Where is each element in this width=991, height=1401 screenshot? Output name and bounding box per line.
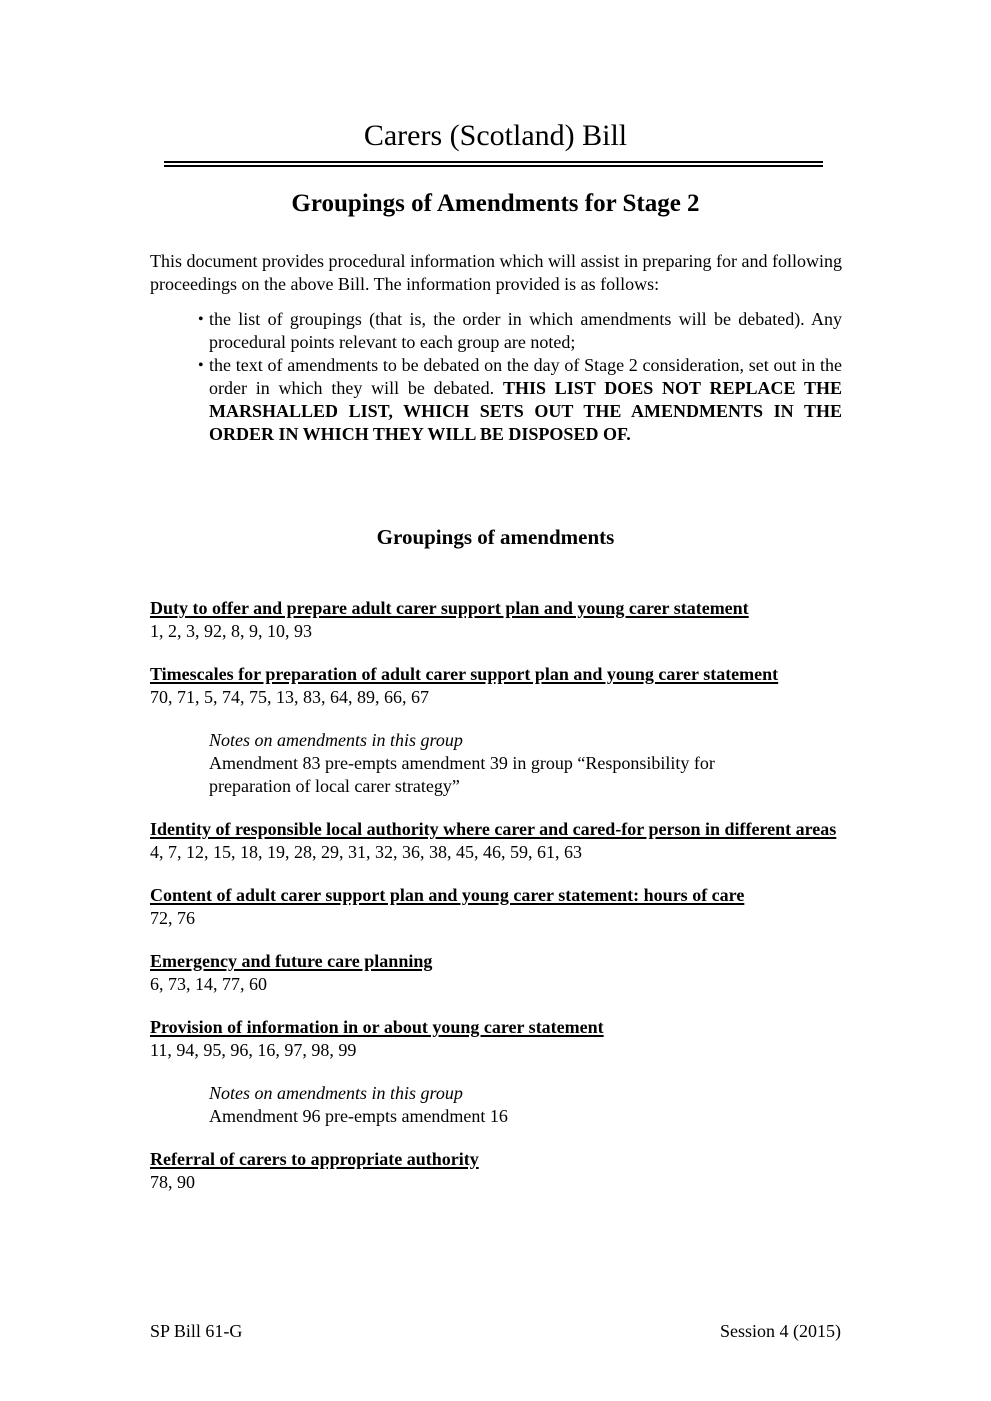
bullet-text: the text of amendments to be debated on the day of Stage 2 consideration, set out in the order in which they will be debated. — [209, 355, 842, 398]
group-title: Content of adult carer support plan and young carer statement: hours of care — [150, 885, 745, 905]
group-notes — [150, 729, 842, 798]
group-amendments: 70, 71, 5, 74, 75, 13, 83, 64, 89, 66, 67 — [150, 687, 429, 707]
group-title: Duty to offer and prepare adult carer support plan and young carer statement — [150, 598, 749, 618]
group-item — [150, 950, 842, 996]
group-item — [150, 1016, 842, 1128]
bullet-icon: • — [198, 357, 204, 374]
group-item — [150, 597, 842, 643]
intro-section — [150, 250, 842, 296]
bullet-warning-text: THIS LIST DOES NOT REPLACE THE MARSHALLED LIST, WHICH SETS OUT THE AMENDMENTS IN THE ORDER IN WHICH THEY WILL BE DISPOSED OF. — [209, 378, 842, 444]
group-amendments: 1, 2, 3, 92, 8, 9, 10, 93 — [150, 621, 312, 641]
group-title: Provision of information in or about young carer statement — [150, 1017, 604, 1037]
group-title: Referral of carers to appropriate authority — [150, 1149, 479, 1169]
group-amendments: 78, 90 — [150, 1172, 195, 1192]
group-item — [150, 1148, 842, 1194]
group-amendments: 11, 94, 95, 96, 16, 97, 98, 99 — [150, 1040, 357, 1060]
group-amendments: 4, 7, 12, 15, 18, 19, 28, 29, 31, 32, 36, 38, 45, 46, 59, 61, 63 — [150, 842, 582, 862]
document-heading: Groupings of Amendments for Stage 2 — [291, 190, 700, 217]
intro-paragraph: This document provides procedural information which will assist in preparing for and following proceedings on the above Bill. The information provided is as follows: — [150, 251, 842, 294]
rule-line-top — [164, 161, 823, 163]
bullet-item-amendment-text — [150, 354, 842, 446]
bill-title: Carers (Scotland) Bill — [363, 119, 628, 152]
groupings-list — [150, 597, 842, 1214]
group-item — [150, 884, 842, 930]
group-title: Emergency and future care planning — [150, 951, 433, 971]
bullet-text: the list of groupings (that is, the order in which amendments will be debated). Any procedural points relevant to each group are noted; — [209, 309, 842, 352]
group-title: Timescales for preparation of adult carer support plan and young carer statement — [150, 664, 779, 684]
footer-bill-number: SP Bill 61-G — [150, 1321, 243, 1341]
group-amendments: 72, 76 — [150, 908, 195, 928]
rule-line-bottom — [164, 165, 823, 167]
bullet-item-groupings — [150, 308, 842, 354]
group-item — [150, 818, 842, 864]
title-double-rule — [164, 161, 823, 167]
footer-session: Session 4 (2015) — [720, 1321, 841, 1341]
intro-bullet-list — [150, 308, 842, 446]
group-notes — [150, 1082, 842, 1128]
bullet-icon: • — [198, 311, 204, 328]
group-title: Identity of responsible local authority where carer and cared-for person in different areas — [150, 819, 837, 839]
notes-heading: Notes on amendments in this group — [209, 1083, 463, 1103]
notes-heading: Notes on amendments in this group — [209, 730, 463, 750]
group-amendments: 6, 73, 14, 77, 60 — [150, 974, 267, 994]
notes-text: Amendment 96 pre-empts amendment 16 — [209, 1106, 508, 1126]
groupings-heading: Groupings of amendments — [376, 525, 615, 549]
group-item — [150, 663, 842, 798]
notes-text: Amendment 83 pre-empts amendment 39 in group “Responsibility for preparation of local carer strategy” — [209, 753, 715, 796]
